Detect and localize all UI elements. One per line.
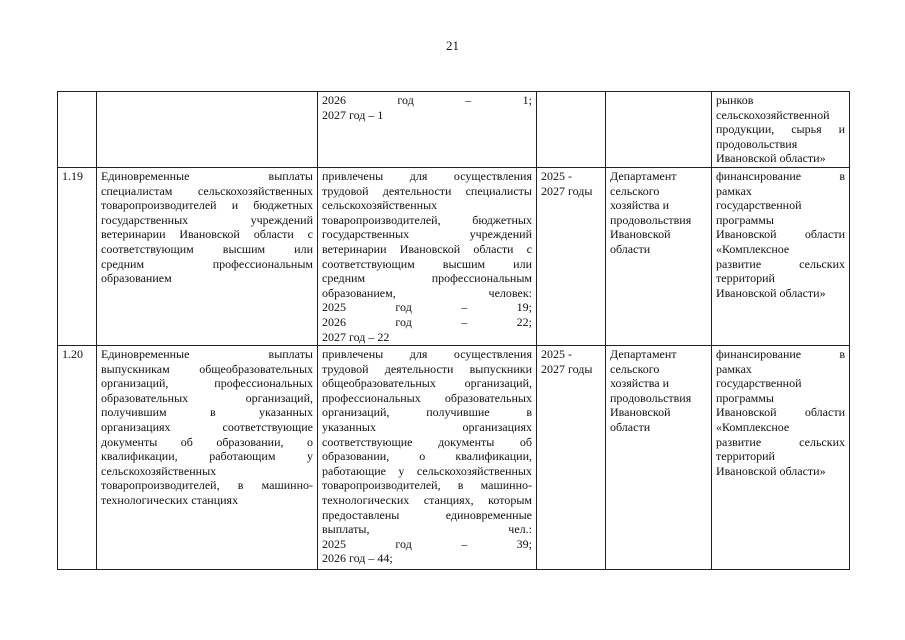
cell-line: специалистам сельскохозяйственных	[101, 183, 313, 198]
cell-line: продукции, сырья и	[716, 122, 845, 137]
cell-line: ветеринарии Ивановской области с	[322, 241, 532, 256]
cell-line: выплаты, чел.:	[322, 522, 532, 537]
cell-line: товаропроизводителей и бюджетных	[101, 198, 313, 213]
cell-line: продовольствия	[610, 390, 692, 405]
cell-line: документы об образовании, о	[101, 434, 313, 449]
cell-line: 2025 год – 19;	[322, 300, 532, 315]
cell-line: развитие сельских	[716, 256, 845, 271]
cell-line: развитие сельских	[716, 434, 845, 449]
cell-line: рамках	[716, 361, 752, 376]
cell-line: Ивановской области	[716, 227, 845, 242]
cell-line: ветеринарии Ивановской области с	[101, 227, 313, 242]
cell-line: программы	[716, 212, 774, 227]
cell-line: предоставлены единовременные	[322, 507, 532, 522]
cell-line: территорий	[716, 449, 775, 464]
cell-line: соответствующим высшим или	[101, 241, 313, 256]
cell-line: 2025 -	[541, 169, 572, 183]
cell-line: организациях соответствующие	[101, 419, 313, 434]
cell-line: финансирование в	[716, 347, 845, 361]
cell-line: сельскохозяйственных	[322, 198, 438, 213]
activities-table	[57, 91, 850, 570]
cell-line: продовольствия	[610, 212, 692, 227]
implementation-period	[537, 346, 606, 570]
cell-line: рамках	[716, 183, 752, 198]
activity-name	[97, 168, 318, 346]
row-number	[58, 92, 97, 168]
table-row	[58, 168, 850, 346]
cell-line: сельскохозяйственных	[101, 463, 217, 478]
expected-result	[318, 346, 537, 570]
cell-line: соответствующим высшим или	[322, 256, 532, 271]
cell-line: товаропроизводителей, в машинно-	[101, 478, 313, 493]
cell-line: государственных учреждений	[101, 212, 313, 227]
cell-line: Департамент	[610, 169, 677, 183]
cell-line: хозяйства и	[610, 376, 670, 391]
cell-line: 2027 годы	[541, 183, 593, 198]
cell-line: квалификации, работающим у	[101, 449, 313, 464]
implementation-period	[537, 92, 606, 168]
cell-line: трудовой деятельности специалисты	[322, 183, 532, 198]
cell-line: территорий	[716, 271, 775, 286]
cell-line: программы	[716, 390, 774, 405]
implementation-period	[537, 168, 606, 346]
cell-line: финансирование в	[716, 169, 845, 183]
expected-result	[318, 92, 537, 168]
row-number: 1.20	[58, 346, 97, 570]
cell-line: получившим в указанных	[101, 405, 313, 420]
executor	[606, 168, 712, 346]
cell-line: Единовременные выплаты	[101, 169, 313, 183]
executor	[606, 346, 712, 570]
cell-line: области	[610, 241, 651, 256]
cell-line: 2026 год – 22;	[322, 314, 532, 329]
cell-line: сельскохозяйственной	[716, 107, 830, 122]
cell-line: технологических станциях, которым	[322, 492, 532, 507]
cell-line: сельского	[610, 183, 660, 198]
cell-line: хозяйства и	[610, 198, 670, 213]
cell-line: трудовой деятельности выпускники	[322, 361, 532, 376]
cell-line: государственных учреждений	[322, 227, 532, 242]
cell-line: Ивановской области»	[716, 285, 826, 300]
cell-line: Ивановской области	[716, 405, 845, 420]
cell-line: 2027 год – 1	[322, 107, 384, 122]
cell-line: указанных организациях	[322, 419, 532, 434]
cell-line: профессиональных образовательных	[322, 390, 532, 405]
expected-result	[318, 168, 537, 346]
cell-line: привлечены для осуществления	[322, 169, 532, 183]
cell-line: образовании, о квалификации,	[322, 449, 532, 464]
cell-line: Ивановской	[610, 405, 671, 420]
activity-name	[97, 346, 318, 570]
cell-line: 2025 год – 39;	[322, 536, 532, 551]
funding-source	[712, 168, 850, 346]
cell-line: сельского	[610, 361, 660, 376]
executor	[606, 92, 712, 168]
cell-line: области	[610, 419, 651, 434]
table-row	[58, 346, 850, 570]
cell-line: средним профессиональным	[101, 256, 313, 271]
cell-line: рынков	[716, 93, 754, 107]
table-row	[58, 92, 850, 168]
cell-line: товаропроизводителей, бюджетных	[322, 212, 532, 227]
cell-line: работающие у сельскохозяйственных	[322, 463, 532, 478]
cell-line: «Комплексное	[716, 241, 790, 256]
funding-source	[712, 92, 850, 168]
cell-line: организаций, профессиональных	[101, 376, 313, 391]
cell-line: Ивановской области»	[716, 463, 826, 478]
cell-line: продовольствия	[716, 136, 798, 151]
cell-line: Единовременные выплаты	[101, 347, 313, 361]
cell-line: 2026 год – 44;	[322, 551, 393, 566]
cell-line: 2025 -	[541, 347, 572, 361]
cell-line: привлечены для осуществления	[322, 347, 532, 361]
cell-line: Ивановской	[610, 227, 671, 242]
cell-line: образованием, человек:	[322, 285, 532, 300]
cell-line: соответствующие документы об	[322, 434, 532, 449]
cell-line: общеобразовательных организаций,	[322, 376, 532, 391]
cell-line: технологических станциях	[101, 492, 239, 507]
cell-line: «Комплексное	[716, 419, 790, 434]
page-number: 21	[446, 38, 459, 53]
cell-line: средним профессиональным	[322, 271, 532, 286]
row-number: 1.19	[58, 168, 97, 346]
cell-line: организаций, получившие в	[322, 405, 532, 420]
funding-source	[712, 346, 850, 570]
activity-name	[97, 92, 318, 168]
cell-line: образовательных организаций,	[101, 390, 313, 405]
cell-line: Департамент	[610, 347, 677, 361]
cell-line: 2027 год – 22	[322, 329, 390, 344]
cell-line: образованием	[101, 271, 172, 286]
cell-line: товаропроизводителей, в машинно-	[322, 478, 532, 493]
cell-line: выпускникам общеобразовательных	[101, 361, 313, 376]
cell-line: Ивановской области»	[716, 151, 826, 166]
cell-line: 2027 годы	[541, 361, 593, 376]
cell-line: государственной	[716, 198, 802, 213]
cell-line: государственной	[716, 376, 802, 391]
cell-line: 2026 год – 1;	[322, 93, 532, 107]
